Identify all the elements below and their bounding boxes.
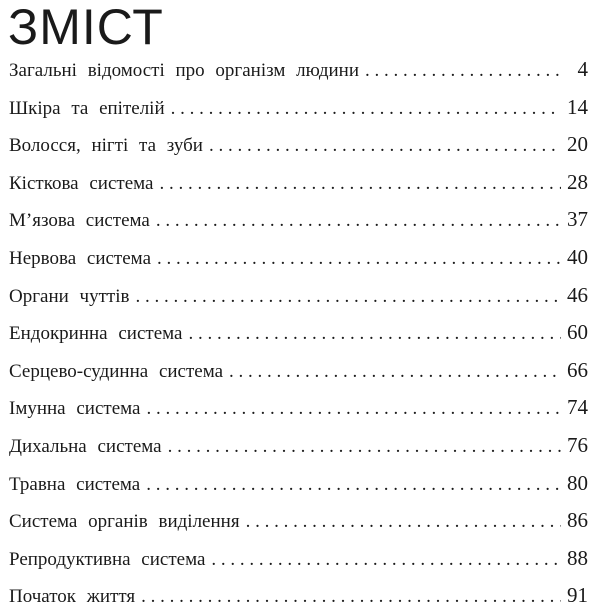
toc-entry-title: Ендокринна система xyxy=(9,323,183,345)
page-title: ЗМІСТ xyxy=(8,0,164,55)
toc-dot-leader xyxy=(141,578,561,616)
toc-dot-leader xyxy=(159,165,561,203)
toc-entry-title: Репродуктивна система xyxy=(9,548,206,570)
toc-entry xyxy=(0,577,600,615)
toc-entry-title: Загальні відомості про організм людини xyxy=(9,60,359,81)
toc-page-number: 46 xyxy=(567,282,588,307)
toc-entry xyxy=(0,201,600,239)
toc-dot-leader xyxy=(135,278,561,316)
toc-entry-title: Шкіра та епітелій xyxy=(9,97,165,119)
toc-page-number: 76 xyxy=(567,432,588,457)
toc-page-number: 66 xyxy=(567,357,588,382)
toc-entry-title: Початок життя xyxy=(9,586,136,608)
toc-page-number: 20 xyxy=(567,132,588,157)
toc-entry xyxy=(0,540,600,578)
toc-entry-title: Травна система xyxy=(9,473,141,495)
toc-entry-title: Волосся, нігті та зуби xyxy=(9,135,203,157)
toc-entry-title: М’язова система xyxy=(9,210,150,232)
toc-entry-title: Кісткова система xyxy=(9,172,154,194)
toc-entry xyxy=(0,314,600,352)
toc-page-number: 86 xyxy=(567,508,588,533)
toc-entry-title: Дихальна система xyxy=(9,435,162,457)
toc-page-number: 91 xyxy=(567,583,588,608)
toc-page-number: 88 xyxy=(567,545,588,570)
toc-dot-leader xyxy=(209,127,561,165)
toc-dot-leader xyxy=(171,90,561,128)
toc-page-number: 60 xyxy=(567,320,588,345)
toc-page-number: 4 xyxy=(577,57,588,81)
toc-dot-leader xyxy=(156,202,561,240)
toc-entry-title: Система органів виділення xyxy=(9,511,240,533)
toc-entry xyxy=(0,277,600,315)
toc-entry xyxy=(0,239,600,277)
toc-entry xyxy=(0,352,600,390)
toc-page-number: 80 xyxy=(567,470,588,495)
toc-page-number: 28 xyxy=(567,169,588,194)
toc-entry-title: Імунна система xyxy=(9,398,141,420)
toc-entry xyxy=(0,89,600,127)
toc-entry-title: Органи чуттів xyxy=(9,285,130,307)
toc-page-number: 40 xyxy=(567,244,588,269)
toc-dot-leader xyxy=(168,428,561,466)
toc-dot-leader xyxy=(365,52,562,90)
toc-entry xyxy=(0,465,600,503)
toc-entry xyxy=(0,389,600,427)
toc-dot-leader xyxy=(229,353,561,391)
toc-page-number: 14 xyxy=(567,94,588,119)
toc-page-number: 74 xyxy=(567,395,588,420)
toc-page-number: 37 xyxy=(567,207,588,232)
toc-entry xyxy=(0,427,600,465)
toc-list xyxy=(0,51,600,615)
toc-entry xyxy=(0,51,600,89)
toc-dot-leader xyxy=(146,466,561,504)
toc-dot-leader xyxy=(246,503,561,541)
toc-dot-leader xyxy=(188,315,561,353)
toc-entry-title: Нервова система xyxy=(9,247,151,269)
toc-entry-title: Серцево-судинна система xyxy=(9,360,224,382)
toc-dot-leader xyxy=(146,390,561,428)
toc-dot-leader xyxy=(211,541,561,579)
toc-entry xyxy=(0,126,600,164)
toc-entry xyxy=(0,164,600,202)
toc-entry xyxy=(0,502,600,540)
toc-dot-leader xyxy=(157,240,561,278)
